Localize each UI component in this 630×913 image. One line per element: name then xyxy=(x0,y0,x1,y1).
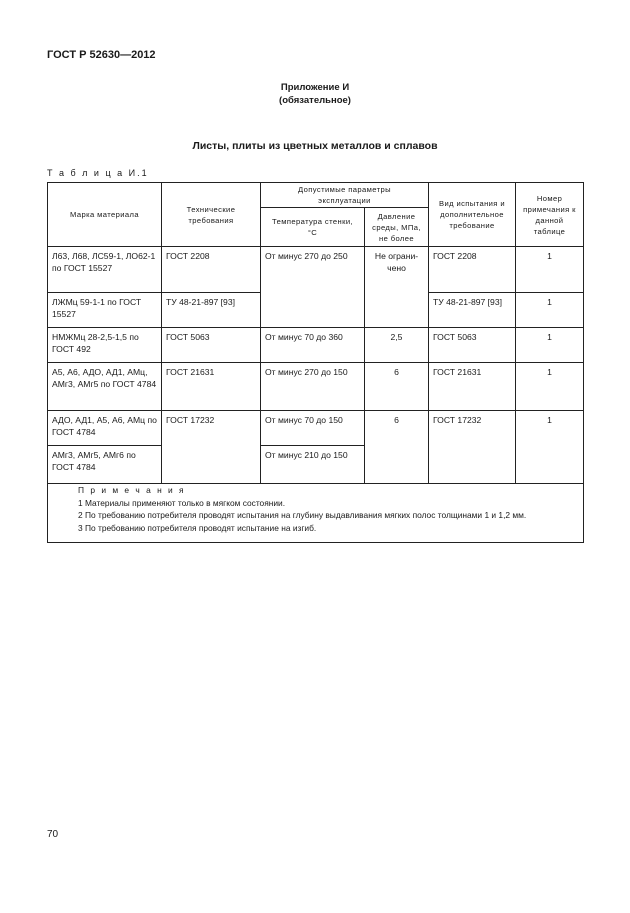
table-row xyxy=(48,328,584,363)
cell-note-no: 1 xyxy=(547,251,552,261)
cell-pressure: Не ограни-чено xyxy=(374,251,419,273)
cell-tech-req: ГОСТ 17232 xyxy=(166,415,215,425)
header-test-type: Вид испытания и дополнительное требование xyxy=(429,183,516,247)
cell-tech-req: ГОСТ 2208 xyxy=(166,251,210,261)
header-note-no: Номер примечания к данной таблице xyxy=(516,183,584,247)
note-item: 2 По требованию потребителя проводят испытания на глубину выдавливания мягких полос толщинами 1 и 1,2 мм. xyxy=(78,510,527,520)
document-code: ГОСТ Р 52630—2012 xyxy=(47,49,156,61)
header-tech-req: Технические требования xyxy=(162,183,261,247)
header-pressure: Давление среды, МПа, не более xyxy=(365,208,429,247)
cell-temperature: От минус 70 до 360 xyxy=(265,332,343,342)
annex-heading xyxy=(0,81,630,107)
table-row xyxy=(48,363,584,411)
cell-temperature: От минус 270 до 250 xyxy=(265,251,348,261)
cell-material: А5, А6, АДО, АД1, АМц, АМг3, АМг5 по ГОСТ 4784 xyxy=(52,367,157,389)
cell-pressure: 2,5 xyxy=(390,332,403,342)
page-number: 70 xyxy=(47,829,59,840)
cell-note-no: 1 xyxy=(547,332,552,342)
cell-material: АМг3, АМг5, АМг6 по ГОСТ 4784 xyxy=(52,450,136,472)
cell-note-no: 1 xyxy=(547,415,552,425)
annex-status: (обязательное) xyxy=(279,95,351,106)
cell-material: Л63, Л68, ЛС59-1, ЛО62-1 по ГОСТ 15527 xyxy=(52,251,156,273)
cell-temperature: От минус 270 до 150 xyxy=(265,367,348,377)
cell-temperature: От минус 210 до 150 xyxy=(265,450,348,460)
note-item: 3 По требованию потребителя проводят испытание на изгиб. xyxy=(78,522,317,533)
table-row xyxy=(48,411,584,446)
cell-tech-req: ГОСТ 5063 xyxy=(166,332,210,342)
cell-material: ЛЖМц 59-1-1 по ГОСТ 15527 xyxy=(52,297,142,319)
cell-material: НМЖМц 28-2,5-1,5 по ГОСТ 492 xyxy=(52,332,139,354)
header-temperature: Температура стенки, °С xyxy=(261,208,365,247)
materials-table xyxy=(47,182,584,543)
table-label: Т а б л и ц а И.1 xyxy=(47,168,149,178)
notes-title: П р и м е ч а н и я xyxy=(78,485,186,495)
cell-test-type: ГОСТ 21631 xyxy=(433,367,482,377)
cell-tech-req: ГОСТ 21631 xyxy=(166,367,215,377)
section-title: Листы, плиты из цветных металлов и сплавов xyxy=(192,140,438,152)
cell-note-no: 1 xyxy=(547,367,552,377)
notes-row xyxy=(48,484,584,543)
cell-material: АДО, АД1, А5, А6, АМц по ГОСТ 4784 xyxy=(52,415,157,437)
cell-test-type: ГОСТ 17232 xyxy=(433,415,482,425)
cell-pressure: 6 xyxy=(394,367,399,377)
note-item: 1 Материалы применяют только в мягком состоянии. xyxy=(78,497,286,508)
header-material: Марка материала xyxy=(48,183,162,247)
header-params: Допустимые параметры эксплуатации xyxy=(261,183,429,208)
cell-tech-req: ТУ 48-21-897 [93] xyxy=(166,297,235,307)
annex-title: Приложение И xyxy=(280,82,350,93)
cell-test-type: ТУ 48-21-897 [93] xyxy=(433,297,502,307)
table-header-row xyxy=(48,183,584,208)
cell-test-type: ГОСТ 2208 xyxy=(433,251,477,261)
cell-test-type: ГОСТ 5063 xyxy=(433,332,477,342)
table-row xyxy=(48,247,584,293)
cell-pressure: 6 xyxy=(394,415,399,425)
cell-note-no: 1 xyxy=(547,297,552,307)
cell-temperature: От минус 70 до 150 xyxy=(265,415,343,425)
